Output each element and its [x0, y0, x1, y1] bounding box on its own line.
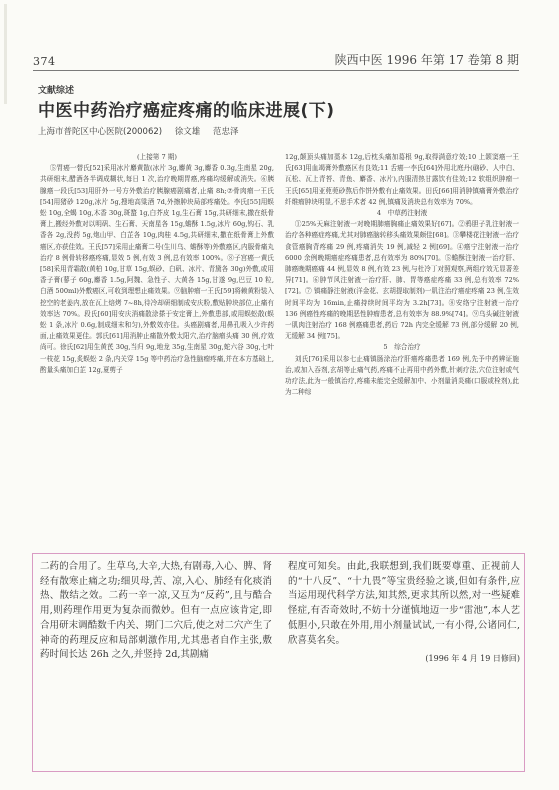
affiliation-line — [38, 125, 249, 137]
header-rule — [33, 70, 519, 71]
article-title: 中医中药治疗癌症疼痛的临床进展(下) — [38, 101, 335, 121]
subheading: 5 综合治疗 — [383, 343, 421, 352]
paragraph: 12g,颠顶头痛加藁本 12g,后枕头痛加葛根 9g,取得满意疗效;10 上颌窦癌一王氏[63]用血竭膏外敷癌区有良效;11 舌癌一李氏[64]外用北庭丹(硇砂、人中白、瓦松、瓦上青苔、青鱼、麝香、冰片),内服清热甘露饮有佳效;12 软组织肿瘤一王氏[65]用亚蔸蔸砂熬后作饼外敷有止痛效果。田氏[66]用消肿镇痛膏外敷治疗纤维瘤肿块明显,不思手术者 42 例,镇痛及消块总有效率为 70%。 — [285, 153, 519, 206]
right-text-column — [285, 152, 519, 562]
paragraph: (上接第 7 期) — [137, 153, 177, 161]
page-number: 374 — [33, 55, 56, 68]
author: 范忠泽 — [213, 127, 239, 137]
left-text-column — [40, 152, 274, 562]
author: 徐文雄 — [174, 127, 201, 137]
subheading: 4 中草药注射液 — [376, 209, 428, 218]
boxed-text-right — [288, 560, 520, 695]
paragraph: ⑤胃癌一替氏[52]采用冰片麝黄散(冰片 3g,麝黄 3g,麝香 0.3g,生南星 20g,共研细末,醋酒各半调成糊状,每日 1 次,治疗晚期胃癌,疼痛均缓解或消失。⑥胰腺癌一段氏[53]用肝外一号方外敷治疗胰腺癌剧痛者,止痛 8h;⑦骨肉瘤一王氏[54]用猪砂 120g,冰片 5g,搜地高粱酒 7d,外擦肿块局部疼痛处。李氏[55]用蜈蚣 10g,全蝎 10g,木香 30g,斑蝥 1g,白芥皮 1g,生石膏 15g,共研细末,撒在纸骨膏上,搬经外敷对以明矾、生石膏、天南星各 15g,蟾酥 1.5g,冰片 60g,钩石、乳香各 2g,没药 5g,炮山甲、白芷各 10g,肉桂 4.5g,共研细末,撒在纸骨膏上外敷癌区,亦获佳效。王氏[57]采用止痛膏二号(生川乌、蟾酥等)外敷癌区,内服骨痛丸治疗 8 例骨转移癌疼痛,显效 5 例,有效 3 例,总有效率 100%。⑧子宫癌一黄氏[58]采用青霜散(黄柏 10g,甘草 15g,蜈砂、白矾、冰片、青黛各 30g)外敷,或用香子膏(蓼子 60g,麝香 1.5g,阿魏、急性子、大黄各 15g,甘遂 9g,巴豆 10 粒,白酒 500ml)外敷癌区,可收到理想止痛效果。⑨脑肿瘤一王氏[59]将赖黄粉装入挖空的老姜内,放在瓦上焙烤 7~8h,待冷却研细制成安庆粉,敷贴肿块部位,止痛有效率达 70%。段氏[60]用安庆消痛散涂搽于安定膏上,外敷患部,或用蜈蚣散(蜈蚣 1 条,冰片 0.6g,制成细末和匀),外敷效亦佳。头癌剧痛者,用鼻孔吸入少许药面,止痛效果更佳。郭氏[61]用消肿止痛散外敷太阳穴,治疗脑瘤头痛 30 例,疗效尚可。徐氏[62]用生黄芪 30g,当归 9g,地龙 35g,生南星 30g,蛇六谷 30g,七叶一枝花 15g,炙蜈蚣 2 条,内关穿 15g 等中药治疗急性脑瘤疼痛,并在本方基础上,酌量头痛加白芷 12g,夏剪子 — [40, 164, 274, 374]
journal-header: 陕西中医 1996 年第 17 卷第 8 期 — [334, 53, 519, 67]
paragraph: ①25%天麻注射液一对晚期肺癌胸痛止痛效果好[67]。②鸦胆子乳注射液一治疗各种癌症疼痛,尤其对肺癌脑转移头痛效果颇佳[68]。③攀楼花注射液一治疗食管癌胸背疼痛 29 例,疼痛消失 19 例,减轻 2 例[69]。④癌宁注射液一治疗 6000 余例晚期癌症疼痛患者,总有效率为 80%[70]。⑤蟾酥注射液一治疗肝、肺癌晚期癌痛 44 例,显效 8 例,有效 23 例,与杜冷丁对照观察,两组疗效无显著差异[71]。⑥肿节风注射液一治疗肝、肺、胃等癌症疼痛 33 例,总有效率 72%[72]。⑦ 镇痛静注射液(洋金花、玄胡提取制剂)一肌注治疗癌症疼痛 23 例,生效时间平均为 16min,止痛持续时间平均为 3.2h[73]。⑧安络宁注射液一治疗 136 例癌性疼痛的晚期恶性肿瘤患者,总有效率为 88.9%[74]。⑨乌头碱注射液一肌肉注射治疗 168 例癌痛患者,药后 72h 内完全缓解 73 例,部分缓解 20 例,无缓解 34 例[75]。 — [285, 220, 519, 341]
paragraph: 二药的合用了。生草乌,大辛,大热,有剧毒,入心、脾、肾经有散寒止痛之功;细贝母,苦、凉,入心、肺经有化痰消热、散结之效。二药一辛一凉,又互为“反药”,且与酷合用,则药理作用更为复杂而微妙。但有一点应该肯定,即合用研末调酷数千内关、期门二穴后,使之对二穴产生了神奇的药理反应和局部刺激作用,尤其患者自作主张,敷药时间长达 26h 之久,并竖持 2d,其剧痛 — [40, 561, 272, 661]
section-label: 文献综述 — [38, 86, 75, 96]
revision-date: (1996 年 4 月 19 日修回) — [425, 654, 520, 664]
paragraph: 刘氏[76]采用以参七止痛镇肠涂治疗肝癌疼痛患者 169 例,先予中药辨证施治,或加入吞剂,玄胡等止痛气药,疼痛不止再用中药外敷,针刺疗法,穴位注射或气功疗法,此为一般镇治疗,疼痛未能完全缓解加中、小剂量消炎痛(口服或栓剂),此为二种综 — [285, 354, 519, 397]
boxed-text-left — [40, 560, 272, 695]
paragraph: 程度可知矣。由此,我联想到,我们既要尊重、正视前人的“十八反”、“十九畏”等宝贵经验之谈,但如有条件,应当运用现代科学方法,知其然,更求其所以然,对一些疑难怪症,有否奇效时,不妨十分谨慎地迈一步“雷池”,本人艺低胆小,只敢在外用,用小剂量试试,一有小得,公诸同仁,欣喜莫名矣。 — [288, 561, 520, 646]
page-edge-shadow — [4, 4, 7, 104]
affiliation: 上海市普陀区中心医院(200062) — [38, 127, 163, 137]
